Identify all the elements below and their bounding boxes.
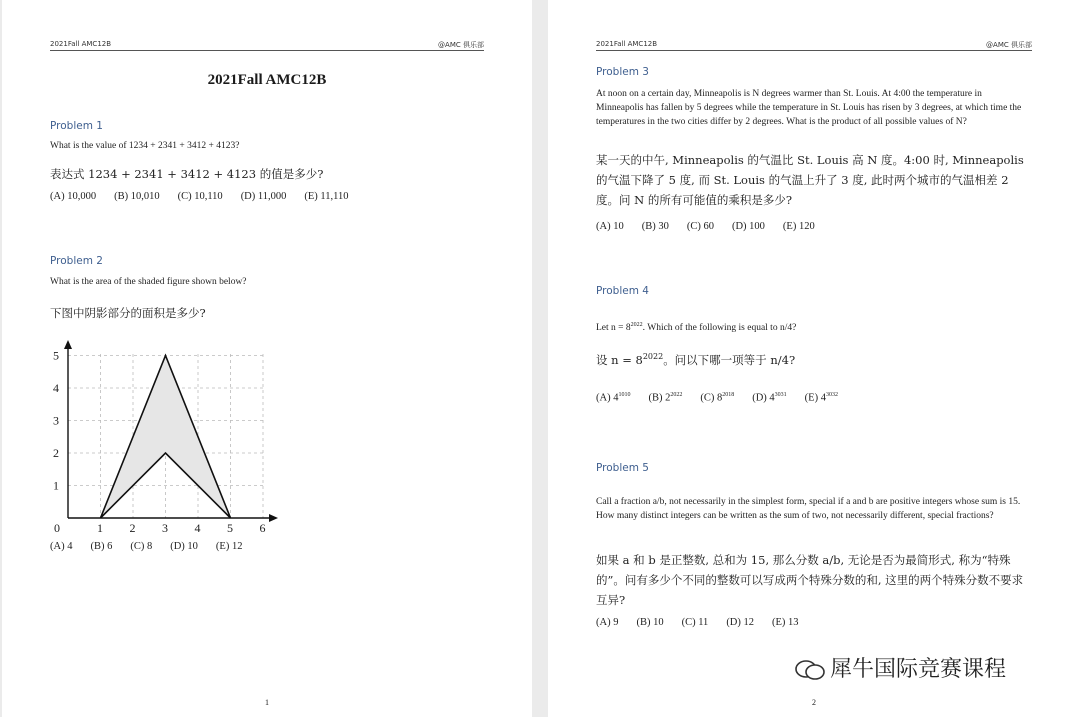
y-tick-label: 1: [53, 478, 59, 493]
x-tick-label: 4: [194, 521, 201, 535]
text: . Which of the following is equal to n/4?: [642, 323, 797, 334]
x-tick-label: 3: [162, 521, 168, 535]
choice: (E) 11,110: [304, 191, 349, 202]
choice: (D) 100: [731, 221, 765, 232]
problem-1-chinese: 表达式 1234 + 2341 + 3412 + 4123 的值是多少?: [50, 167, 324, 181]
problem-5-chinese: 如果 a 和 b 是正整数, 总和为 15, 那么分数 a/b, 无论是否为最简形式, 称为“特殊的”。问有多少个不同的整数可以写成两个特殊分数的和, 这里的两个特殊分数不要求互异?: [596, 553, 1024, 607]
problem-2-choices: [50, 541, 260, 552]
problem-3-chinese: 某一天的中午, Minneapolis 的气温比 St. Louis 高 N 度。4:00 时, Minneapolis 的气温下降了 5 度, 而 St. Louis 的气温上升了 3 度, 此时两个城市的气温相差 2 度。问 N 的所有可能值的乘积是多少?: [596, 153, 1024, 207]
choice: (A) 10,000: [50, 191, 97, 202]
page-header: [50, 40, 484, 51]
choice: (D) 12: [726, 617, 755, 628]
page-header: [596, 40, 1032, 51]
choice: (C) 11: [681, 617, 709, 628]
y-tick-label: 5: [53, 348, 59, 363]
problem-3-english: At noon on a certain day, Minneapolis is N degrees warmer than St. Louis. At 4:00 the temperature in Minneapolis has fallen by 5 degrees while the temperature in St. Louis has risen by 3 degrees, at which time the temperatures in the two cities differ by 2 degrees. What is the product of all possible values of N?: [596, 89, 1022, 127]
choice: (A) $4^{1010}$: [596, 392, 631, 404]
problem-3-heading: Problem 3: [596, 66, 649, 78]
choice: (C) 8: [130, 541, 153, 552]
choice: (D) $4^{3031}$: [752, 392, 787, 404]
text: 设 n = 8: [596, 352, 643, 367]
problem-4-choices: [596, 392, 856, 404]
x-tick-label: 6: [259, 521, 266, 535]
choice: (A) 9: [596, 617, 619, 628]
page-2: [548, 0, 1080, 717]
x-tick-label: 2: [129, 521, 136, 535]
text: 。问以下哪一项等于 n/4?: [663, 352, 796, 367]
problem-1-heading: Problem 1: [50, 120, 103, 132]
choice: (C) 10,110: [177, 191, 223, 202]
choice: (A) 10: [596, 221, 624, 232]
y-tick-label: 2: [53, 446, 59, 460]
exponent: 2022: [630, 322, 643, 328]
page-number: 2: [812, 698, 816, 707]
page-number: 1: [265, 698, 269, 707]
choice: (E) 13: [772, 617, 799, 628]
choice: (B) 10,010: [114, 191, 160, 202]
x-axis-arrow: [269, 514, 278, 522]
choice: (E) $4^{3032}$: [804, 392, 838, 404]
document-title: 2021Fall AMC12B: [207, 72, 327, 88]
choice: (B) 10: [636, 617, 664, 628]
problem-4-chinese: [596, 347, 1030, 370]
watermark-text: 犀牛国际竞赛课程: [830, 657, 1007, 682]
header-right: @AMC 俱乐部: [438, 41, 484, 49]
exponent: 2022: [642, 352, 664, 361]
watermark: [794, 652, 1054, 688]
problem-4-english: [596, 318, 1030, 335]
problem-1-english: What is the value of 1234 + 2341 + 3412 + 4123?: [50, 141, 240, 151]
header-right: @AMC 俱乐部: [986, 41, 1032, 49]
wechat-icon: [794, 659, 826, 681]
problem-2-chinese: 下图中阴影部分的面积是多少?: [50, 306, 206, 320]
header-left: 2021Fall AMC12B: [596, 40, 658, 48]
y-axis-arrow: [64, 340, 72, 349]
problem-1-choices: [50, 191, 367, 202]
choice: (E) 12: [215, 541, 243, 552]
problem-2-english: What is the area of the shaded figure shown below?: [50, 277, 247, 287]
choice: (A) 4: [50, 541, 73, 552]
text: Let n = 8: [596, 323, 631, 334]
problem-5-english: Call a fraction a/b, not necessarily in the simplest form, special if a and b are positive integers whose sum is 15. How many distinct integers can be written as the sum of two, not necessarily different, special fractions?: [596, 497, 1021, 521]
x-tick-label: 0: [54, 521, 60, 535]
problem-3-choices: [596, 221, 833, 232]
problem-2-heading: Problem 2: [50, 255, 103, 267]
choice: (C) 60: [686, 221, 714, 232]
page-1: [2, 0, 532, 717]
choice: (B) $2^{2022}$: [648, 392, 683, 404]
problem-5-heading: Problem 5: [596, 462, 649, 474]
choice: (E) 120: [782, 221, 815, 232]
y-tick-label: 4: [53, 381, 59, 395]
choice: (C) $8^{2018}$: [700, 392, 735, 404]
problem-4-heading: Problem 4: [596, 285, 649, 297]
x-tick-label: 1: [97, 521, 103, 535]
choice: (D) 10: [170, 541, 198, 552]
x-tick-label: 5: [227, 521, 233, 535]
choice: (D) 11,000: [240, 191, 287, 202]
y-tick-label: 3: [53, 413, 59, 428]
shaded-figure: [42, 338, 282, 538]
header-left: 2021Fall AMC12B: [50, 40, 112, 48]
choice: (B) 6: [90, 541, 113, 552]
choice: (B) 30: [641, 221, 669, 232]
problem-5-choices: [596, 617, 817, 628]
